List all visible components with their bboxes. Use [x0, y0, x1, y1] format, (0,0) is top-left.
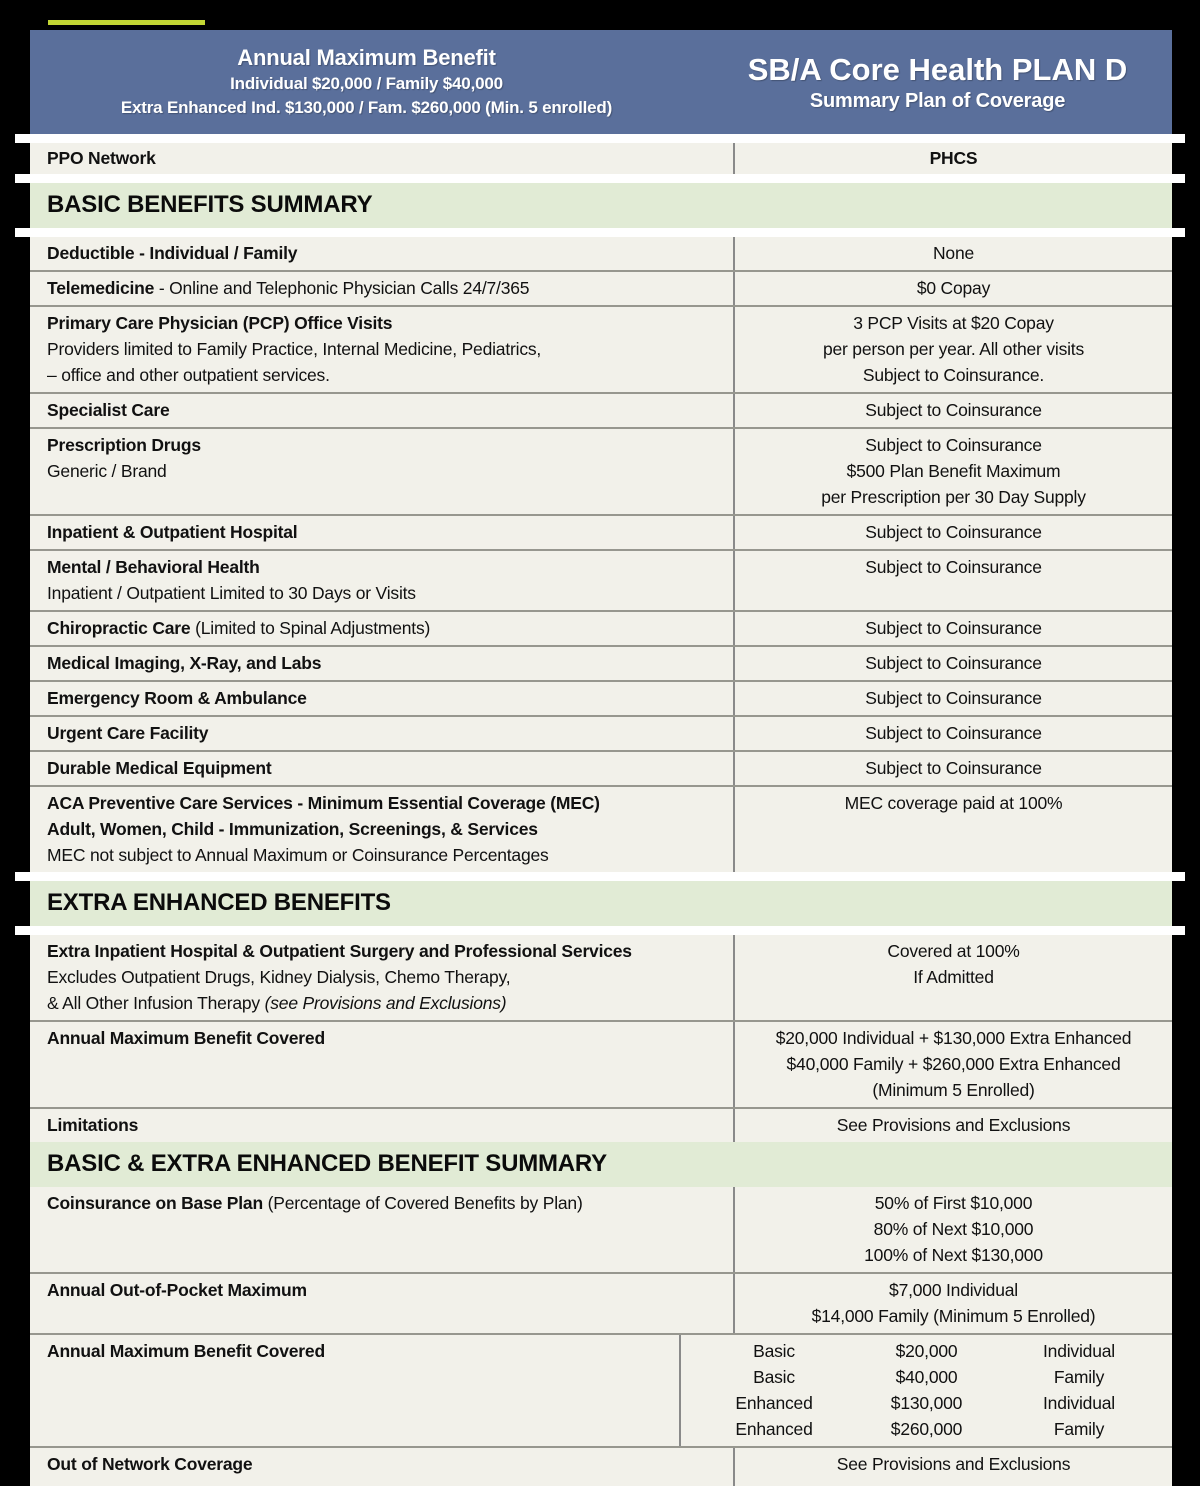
label-text: Annual Out-of-Pocket Maximum	[47, 1280, 307, 1300]
row-value	[733, 516, 1172, 549]
value-line: $20,000 Individual + $130,000 Extra Enhanced	[775, 1028, 1132, 1048]
label-text: Extra Inpatient Hospital & Outpatient Surgery and Professional Services	[47, 941, 632, 961]
annual-maximum-benefit-title: Annual Maximum Benefit	[237, 45, 496, 70]
table-row	[30, 270, 1172, 305]
value-line: Subject to Coinsurance	[865, 400, 1042, 420]
section-gap	[15, 134, 1185, 143]
document-header	[30, 30, 1172, 134]
section-gap	[15, 174, 1185, 183]
row-value	[733, 237, 1172, 270]
label-line	[47, 1338, 679, 1364]
row-label	[30, 394, 733, 427]
table-row	[30, 1107, 1172, 1142]
value-line: 3 PCP Visits at $20 Copay	[853, 313, 1054, 333]
value-line: 50% of First $10,000	[874, 1193, 1033, 1213]
table-row	[30, 715, 1172, 750]
table-row	[30, 935, 1172, 1020]
table-body	[30, 183, 1172, 1486]
value-cell: $130,000	[890, 1393, 963, 1413]
label-text: Annual Maximum Benefit Covered	[47, 1028, 325, 1048]
value-cell: $20,000	[895, 1341, 958, 1361]
table-row	[30, 1446, 1172, 1486]
table-row	[30, 1020, 1172, 1107]
row-label	[30, 752, 733, 785]
label-text: Adult, Women, Child - Immunization, Screenings, & Services	[47, 819, 538, 839]
value-line: per person per year. All other visits	[822, 339, 1085, 359]
row-label	[30, 237, 733, 270]
table-row	[30, 427, 1172, 514]
label-text: Deductible - Individual / Family	[47, 243, 298, 263]
value-cell: Basic	[753, 1341, 795, 1361]
row-value	[733, 717, 1172, 750]
label-text: Prescription Drugs	[47, 435, 201, 455]
section-gap	[15, 926, 1185, 935]
label-text: Annual Maximum Benefit Covered	[47, 1341, 325, 1361]
section-gap	[15, 872, 1185, 881]
row-label	[30, 1022, 733, 1107]
label-text: Emergency Room & Ambulance	[47, 688, 307, 708]
value-line: MEC coverage paid at 100%	[844, 793, 1063, 813]
row-label	[30, 307, 733, 392]
row-value	[733, 1274, 1172, 1333]
label-text: Specialist Care	[47, 400, 170, 420]
plan-document	[30, 30, 1172, 1486]
row-label	[30, 682, 733, 715]
row-value	[733, 612, 1172, 645]
label-text: (Limited to Spinal Adjustments)	[190, 618, 431, 638]
row-value	[733, 682, 1172, 715]
section-header-basic-benefits-summary: BASIC BENEFITS SUMMARY	[30, 183, 1172, 228]
label-text: Coinsurance on Base Plan	[47, 1193, 263, 1213]
label-text: Durable Medical Equipment	[47, 758, 272, 778]
label-line	[47, 685, 733, 711]
ppo-network-row	[30, 143, 1172, 174]
label-text: Inpatient & Outpatient Hospital	[47, 522, 298, 542]
label-line	[47, 397, 733, 423]
value-line: Subject to Coinsurance	[865, 435, 1042, 455]
ppo-network-label: PPO Network	[47, 148, 156, 168]
value-cell: Family	[1053, 1367, 1105, 1387]
label-text: Providers limited to Family Practice, Internal Medicine, Pediatrics,	[47, 339, 542, 359]
row-value	[733, 429, 1172, 514]
row-label	[30, 1335, 679, 1446]
label-text: Inpatient / Outpatient Limited to 30 Days or Visits	[47, 583, 416, 603]
label-line	[47, 336, 733, 362]
table-row	[30, 1333, 1172, 1446]
row-value	[679, 1335, 1172, 1446]
row-label	[30, 1448, 733, 1486]
value-line: None	[932, 243, 975, 263]
table-row	[30, 1272, 1172, 1333]
table-row	[30, 785, 1172, 872]
row-value	[733, 1448, 1172, 1486]
label-line	[47, 1190, 733, 1216]
row-label	[30, 612, 733, 645]
table-row	[30, 645, 1172, 680]
value-line: $500 Plan Benefit Maximum	[846, 461, 1061, 481]
value-line: $7,000 Individual	[889, 1280, 1018, 1300]
value-line: See Provisions and Exclusions	[836, 1115, 1071, 1135]
value-line: $40,000 Family + $260,000 Extra Enhanced	[786, 1054, 1121, 1074]
label-line	[47, 938, 733, 964]
value-line: Covered at 100%	[887, 941, 1020, 961]
table-row	[30, 1187, 1172, 1272]
row-label	[30, 551, 733, 610]
label-line	[47, 554, 733, 580]
row-label	[30, 647, 733, 680]
accent-line	[48, 20, 205, 25]
label-text: Mental / Behavioral Health	[47, 557, 260, 577]
section-gap	[15, 228, 1185, 237]
label-line	[47, 615, 733, 641]
header-plan-block	[703, 51, 1172, 114]
ppo-network-value: PHCS	[733, 143, 1172, 174]
label-line	[47, 519, 733, 545]
row-value	[733, 787, 1172, 872]
value-cell: Basic	[753, 1367, 795, 1387]
label-text: Excludes Outpatient Drugs, Kidney Dialysis, Chemo Therapy,	[47, 967, 511, 987]
value-line: $0 Copay	[916, 278, 991, 298]
row-value	[733, 1022, 1172, 1107]
label-text: (see Provisions and Exclusions)	[264, 993, 507, 1013]
label-line	[47, 990, 733, 1016]
row-value	[733, 272, 1172, 305]
label-text: Limitations	[47, 1115, 139, 1135]
label-text: Urgent Care Facility	[47, 723, 209, 743]
section-header-basic-extra-enhanced-benefit-summary: BASIC & EXTRA ENHANCED BENEFIT SUMMARY	[30, 1142, 1172, 1187]
row-label	[30, 717, 733, 750]
label-text: Generic / Brand	[47, 461, 167, 481]
row-value	[733, 647, 1172, 680]
label-line	[47, 432, 733, 458]
row-label	[30, 935, 733, 1020]
value-line: (Minimum 5 Enrolled)	[872, 1080, 1035, 1100]
label-line	[47, 755, 733, 781]
plan-title: SB/A Core Health PLAN D	[747, 51, 1128, 87]
value-line: Subject to Coinsurance	[865, 758, 1042, 778]
label-text: Chiropractic Care	[47, 618, 191, 638]
label-text: Telemedicine	[47, 278, 155, 298]
value-line: If Admitted	[913, 967, 994, 987]
section-header-extra-enhanced-benefits: EXTRA ENHANCED BENEFITS	[30, 881, 1172, 926]
label-text: MEC not subject to Annual Maximum or Coinsurance Percentages	[47, 845, 549, 865]
label-line	[47, 580, 733, 606]
value-cell: Enhanced	[735, 1393, 813, 1413]
table-row	[30, 750, 1172, 785]
label-line	[47, 964, 733, 990]
value-line: 80% of Next $10,000	[873, 1219, 1034, 1239]
value-cell: Family	[1053, 1419, 1105, 1439]
table-row	[30, 680, 1172, 715]
label-line	[47, 458, 733, 484]
table-row	[30, 514, 1172, 549]
row-value	[733, 1109, 1172, 1142]
value-line: per Prescription per 30 Day Supply	[821, 487, 1086, 507]
value-line: Subject to Coinsurance	[865, 522, 1042, 542]
value-line: Subject to Coinsurance	[865, 723, 1042, 743]
row-value	[733, 1187, 1172, 1272]
header-benefit-block	[30, 44, 703, 120]
label-text: Medical Imaging, X-Ray, and Labs	[47, 653, 322, 673]
value-line: Subject to Coinsurance	[865, 688, 1042, 708]
label-text: - Online and Telephonic Physician Calls 24/7/365	[154, 278, 530, 298]
label-line	[47, 842, 733, 868]
value-cell: Individual	[1043, 1393, 1115, 1413]
label-text: ACA Preventive Care Services - Minimum Essential Coverage (MEC)	[47, 793, 600, 813]
row-value	[733, 307, 1172, 392]
label-line	[47, 1451, 733, 1477]
table-row	[30, 549, 1172, 610]
label-text: – office and other outpatient services.	[47, 365, 330, 385]
value-cell: Individual	[1043, 1341, 1115, 1361]
row-label	[30, 272, 733, 305]
plan-subtitle: Summary Plan of Coverage	[809, 89, 1066, 112]
value-line: Subject to Coinsurance	[865, 653, 1042, 673]
row-value	[733, 551, 1172, 610]
row-label	[30, 1109, 733, 1142]
row-label	[30, 516, 733, 549]
label-line	[47, 720, 733, 746]
label-line	[47, 362, 733, 388]
value-line: Subject to Coinsurance	[865, 618, 1042, 638]
table-row	[30, 392, 1172, 427]
label-line	[47, 240, 733, 266]
label-line	[47, 1025, 733, 1051]
individual-family-amounts: Individual $20,000 / Family $40,000	[230, 74, 503, 93]
label-line	[47, 790, 733, 816]
table-row	[30, 237, 1172, 270]
row-value	[733, 394, 1172, 427]
value-table	[689, 1338, 1164, 1442]
value-cell: $260,000	[890, 1419, 963, 1439]
value-line: $14,000 Family (Minimum 5 Enrolled)	[811, 1306, 1096, 1326]
label-line	[47, 1277, 733, 1303]
value-line: See Provisions and Exclusions	[836, 1454, 1071, 1474]
label-line	[47, 275, 733, 301]
row-label	[30, 429, 733, 514]
table-row	[30, 610, 1172, 645]
row-label	[30, 1187, 733, 1272]
extra-enhanced-amounts: Extra Enhanced Ind. $130,000 / Fam. $260,000 (Min. 5 enrolled)	[120, 98, 613, 117]
table-row	[30, 305, 1172, 392]
row-label	[30, 1274, 733, 1333]
value-line: Subject to Coinsurance.	[862, 365, 1045, 385]
value-cell: Enhanced	[735, 1419, 813, 1439]
row-value	[733, 752, 1172, 785]
row-value	[733, 935, 1172, 1020]
label-text: Out of Network Coverage	[47, 1454, 253, 1474]
label-line	[47, 816, 733, 842]
label-line	[47, 310, 733, 336]
value-cell: $40,000	[895, 1367, 958, 1387]
label-text: Primary Care Physician (PCP) Office Visits	[47, 313, 393, 333]
label-text: (Percentage of Covered Benefits by Plan)	[262, 1193, 583, 1213]
label-line	[47, 650, 733, 676]
label-text: & All Other Infusion Therapy	[47, 993, 265, 1013]
value-line: Subject to Coinsurance	[865, 557, 1042, 577]
value-line: 100% of Next $130,000	[864, 1245, 1043, 1265]
label-line	[47, 1112, 733, 1138]
row-label	[30, 787, 733, 872]
